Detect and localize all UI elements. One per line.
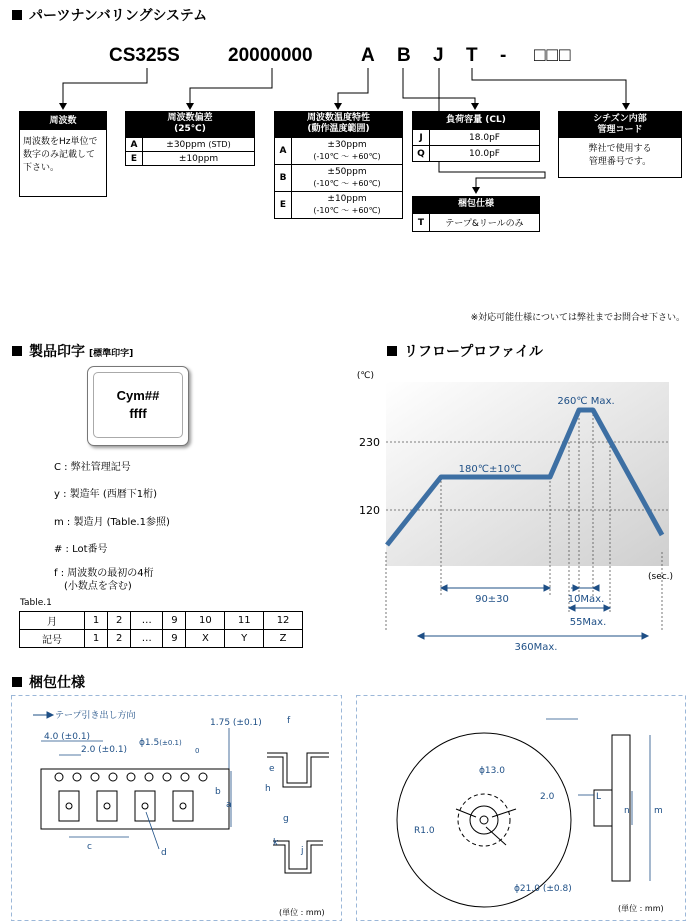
temp-code: B: [275, 165, 292, 192]
box-packing-title: 梱包仕様: [412, 196, 540, 213]
plateau-label: 180℃±10℃: [458, 464, 522, 475]
month-row: [20, 612, 303, 630]
packing-code: T: [413, 214, 430, 232]
load-row: [413, 146, 540, 162]
load-value: 10.0pF: [430, 146, 540, 162]
reel-r1: R1.0: [414, 826, 435, 836]
box-internal-body2: 管理番号です。: [588, 157, 652, 167]
box-tolerance-subtitle: (25℃): [174, 124, 206, 134]
temp-row: [275, 192, 403, 219]
load-value: 18.0pF: [430, 130, 540, 146]
load-row: [413, 130, 540, 146]
box-packing: [412, 196, 540, 232]
reel-dia-21: ϕ21.0 (±0.8): [514, 884, 572, 894]
dim-c: c: [87, 842, 92, 852]
temp-code: A: [275, 138, 292, 165]
month-cell: 1: [85, 612, 108, 630]
box-internal: [558, 111, 682, 178]
tape-drawing: [11, 695, 342, 921]
reel-dia-13: ϕ13.0: [479, 766, 505, 776]
dim-k: k: [273, 838, 279, 848]
legend-item: (小数点を含む): [64, 581, 132, 592]
month-cell: 2: [108, 612, 131, 630]
tolerance-note: (STD): [208, 139, 231, 149]
dim-b: b: [215, 787, 221, 797]
section-title-part-numbering: パーツナンバリングシステム: [12, 5, 207, 25]
pn-internal-code: □□□: [534, 45, 572, 66]
month-label: 月: [20, 612, 85, 630]
box-frequency-title: 周波数: [20, 112, 106, 130]
legend-item: C : 弊社管理記号: [54, 462, 131, 473]
packing-row: [413, 214, 540, 232]
load-code: Q: [413, 146, 430, 162]
month-table: [19, 611, 303, 648]
box-tolerance: [125, 111, 255, 166]
reel-m: m: [654, 806, 663, 816]
tolerance-code: E: [126, 152, 143, 166]
box-frequency: [19, 111, 107, 197]
pn-code-packing: T: [466, 45, 478, 66]
x-unit: (sec.): [648, 572, 674, 582]
symbol-cell: 9: [163, 630, 186, 648]
symbol-label: 記号: [20, 630, 85, 648]
tolerance-code: A: [126, 138, 143, 152]
tape-direction: テープ引き出し方向: [55, 711, 136, 721]
section-title-packaging: 梱包仕様: [12, 672, 85, 692]
tape-hole-dia: ϕ1.5(±0.1): [139, 738, 182, 748]
month-cell: 10: [186, 612, 225, 630]
inquiry-note: ※対応可能仕様については弊社までお問合せ下さい。: [470, 313, 685, 323]
dim-j: j: [301, 846, 304, 856]
table1-caption: Table.1: [20, 598, 52, 608]
tolerance-row: [126, 138, 255, 152]
reel-drawing: [356, 695, 686, 921]
box-internal-body1: 弊社で使用する: [588, 144, 652, 154]
reel-L: L: [596, 792, 602, 802]
reel-n: n: [624, 806, 630, 816]
pn-frequency: 20000000: [228, 45, 313, 66]
pn-dash: -: [500, 45, 507, 66]
temp-range: (-10℃ ～ +60℃): [313, 179, 381, 188]
box-internal-title2: 管理コード: [597, 125, 643, 135]
dim-h: h: [265, 784, 271, 794]
temp-range: (-10℃ ～ +60℃): [313, 152, 381, 161]
tick-120: 120: [359, 504, 380, 517]
pn-code-temp: B: [397, 45, 411, 66]
tape-hole-tol-sub: 0: [195, 747, 200, 755]
temp-value: ±50ppm: [327, 167, 367, 177]
pn-code-tolerance: A: [361, 45, 375, 66]
pn-series: CS325S: [109, 45, 180, 66]
symbol-cell: …: [131, 630, 163, 648]
dim-90: 90±30: [475, 594, 509, 605]
box-load-cap: [412, 111, 540, 162]
marking-chip: [87, 366, 189, 446]
dim-g: g: [283, 814, 289, 824]
packing-value: テープ&リールのみ: [430, 214, 540, 232]
dim-d: d: [161, 848, 167, 858]
marking-line1: Cym##: [116, 388, 160, 403]
dim-e: e: [269, 764, 275, 774]
y-unit: (℃): [356, 371, 374, 381]
marking-line2: ffff: [129, 406, 147, 421]
section-title-reflow: リフロープロファイル: [387, 341, 543, 361]
month-cell: 11: [225, 612, 264, 630]
box-tolerance-title: 周波数偏差: [167, 113, 213, 123]
symbol-cell: Z: [264, 630, 303, 648]
dim-a: a: [226, 800, 232, 810]
temp-value: ±10ppm: [327, 194, 367, 204]
box-internal-title: シチズン内部: [593, 114, 647, 124]
symbol-cell: Y: [225, 630, 264, 648]
temp-code: E: [275, 192, 292, 219]
box-load-title: 負荷容量 (CL): [412, 111, 540, 129]
box-frequency-body: 周波数をHz単位で数字のみ記載して下さい。: [23, 137, 98, 173]
reflow-chart: [340, 362, 690, 657]
box-temp-title: 周波数温度特性: [306, 113, 370, 123]
temp-row: [275, 138, 403, 165]
tape-edge: 1.75 (±0.1): [210, 718, 262, 728]
tape-pitch: 4.0 (±0.1): [44, 732, 91, 742]
temp-row: [275, 165, 403, 192]
dim-10: 10Max.: [567, 594, 605, 605]
symbol-row: [20, 630, 303, 648]
legend-item: f : 周波数の最初の4桁: [54, 568, 154, 579]
month-cell: 9: [163, 612, 186, 630]
dim-55: 55Max.: [569, 617, 607, 628]
tick-230: 230: [359, 436, 380, 449]
box-temp-char: [274, 111, 403, 219]
peak-label: 260℃ Max.: [557, 396, 615, 407]
section-title-marking: 製品印字 [標準印字]: [12, 341, 133, 361]
month-cell: 12: [264, 612, 303, 630]
reel-unit: (単位 : mm): [618, 904, 664, 913]
pn-code-load: J: [433, 45, 444, 66]
temp-value: ±30ppm: [327, 140, 367, 150]
tape-hole-offset: 2.0 (±0.1): [81, 745, 128, 755]
legend-item: # : Lot番号: [54, 544, 108, 555]
month-cell: …: [131, 612, 163, 630]
dim-f: f: [287, 716, 291, 726]
tolerance-row: [126, 152, 255, 166]
tape-unit: (単位 : mm): [279, 908, 325, 917]
legend-item: y : 製造年 (西暦下1桁): [54, 489, 157, 500]
symbol-cell: 1: [85, 630, 108, 648]
symbol-cell: X: [186, 630, 225, 648]
dim-360: 360Max.: [514, 642, 558, 653]
tolerance-value: ±10ppm: [143, 152, 255, 166]
tolerance-value: ±30ppm: [166, 139, 206, 150]
box-temp-subtitle: (動作温度範囲): [307, 124, 370, 134]
symbol-cell: 2: [108, 630, 131, 648]
temp-range: (-10℃ ～ +60℃): [313, 206, 381, 215]
load-code: J: [413, 130, 430, 146]
legend-item: m : 製造月 (Table.1参照): [54, 517, 170, 528]
reel-slot: 2.0: [540, 792, 555, 802]
